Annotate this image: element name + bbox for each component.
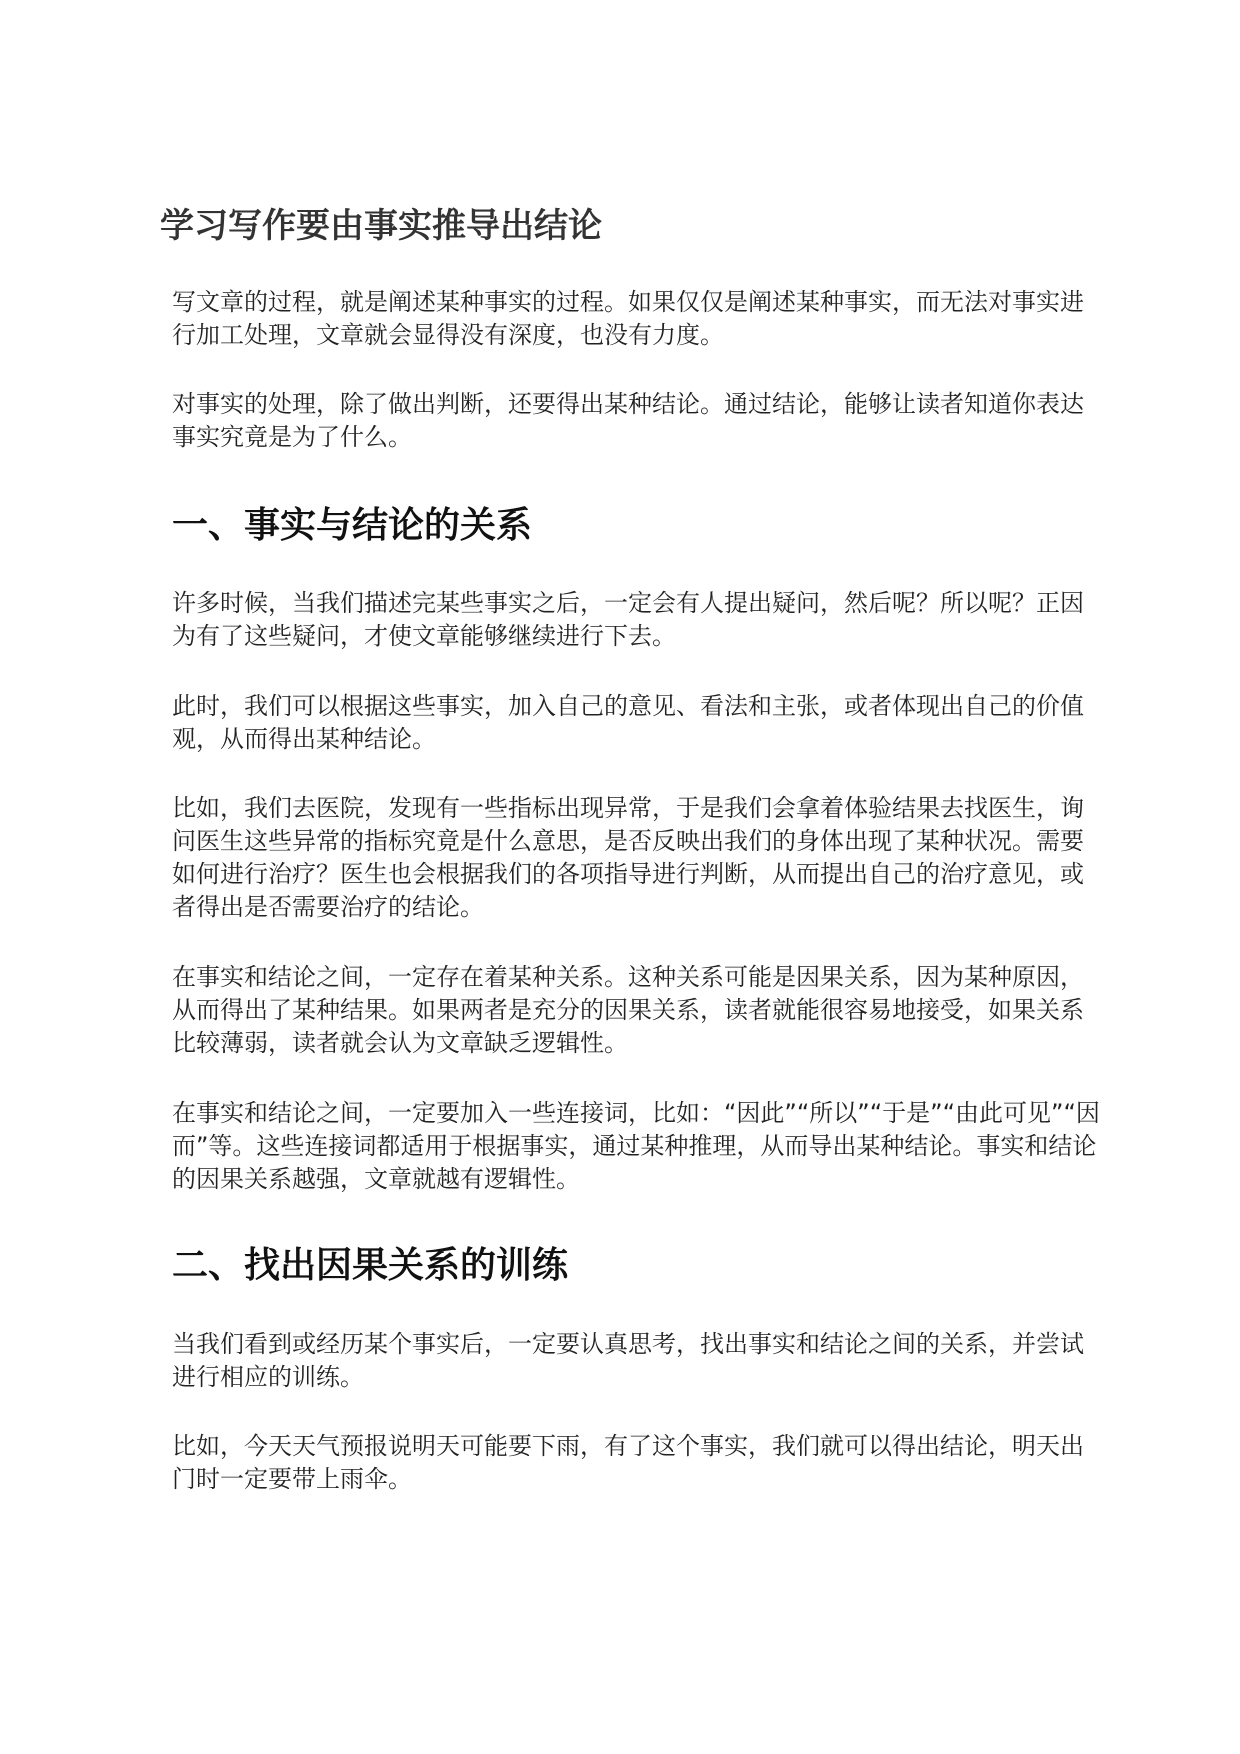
- section-1-heading: 一、事实与结论的关系: [172, 505, 533, 546]
- section-1-paragraph-1: 许多时候，当我们描述完某些事实之后，一定会有人提出疑问，然后呢？所以呢？正因为有了这些疑问，才使文章能够继续进行下去。: [172, 589, 1084, 650]
- section-1-paragraph-3: 比如，我们去医院，发现有一些指标出现异常，于是我们会拿着体验结果去找医生，询问医生这些异常的指标究竟是什么意思，是否反映出我们的身体出现了某种状况。需要如何进行治疗？医生也会根据我们的各项指导进行判断，从而提出自己的治疗意见，或者得出是否需要治疗的结论。: [172, 794, 1084, 921]
- section-1-paragraph-4: 在事实和结论之间，一定存在着某种关系。这种关系可能是因果关系，因为某种原因，从而得出了某种结果。如果两者是充分的因果关系，读者就能很容易地接受，如果关系比较薄弱，读者就会认为文章缺乏逻辑性。: [172, 963, 1084, 1057]
- section-2-paragraph-1: 当我们看到或经历某个事实后，一定要认真思考，找出事实和结论之间的关系，并尝试进行相应的训练。: [172, 1330, 1084, 1391]
- section-2-heading: 二、找出因果关系的训练: [172, 1245, 569, 1286]
- intro-paragraph-1: 写文章的过程，就是阐述某种事实的过程。如果仅仅是阐述某种事实，而无法对事实进行加工处理，文章就会显得没有深度，也没有力度。: [172, 288, 1084, 349]
- section-1-paragraph-5: 在事实和结论之间，一定要加入一些连接词，比如：“因此”“所以”“于是”“由此可见”“因而”等。这些连接词都适用于根据事实，通过某种推理，从而导出某种结论。事实和结论的因果关系越强，文章就越有逻辑性。: [172, 1099, 1100, 1193]
- section-2-paragraph-2: 比如，今天天气预报说明天可能要下雨，有了这个事实，我们就可以得出结论，明天出门时一定要带上雨伞。: [172, 1432, 1084, 1493]
- section-1-paragraph-2: 此时，我们可以根据这些事实，加入自己的意见、看法和主张，或者体现出自己的价值观，从而得出某种结论。: [172, 692, 1084, 753]
- intro-paragraph-2: 对事实的处理，除了做出判断，还要得出某种结论。通过结论，能够让读者知道你表达事实究竟是为了什么。: [172, 390, 1084, 451]
- document-title: 学习写作要由事实推导出结论: [160, 206, 602, 246]
